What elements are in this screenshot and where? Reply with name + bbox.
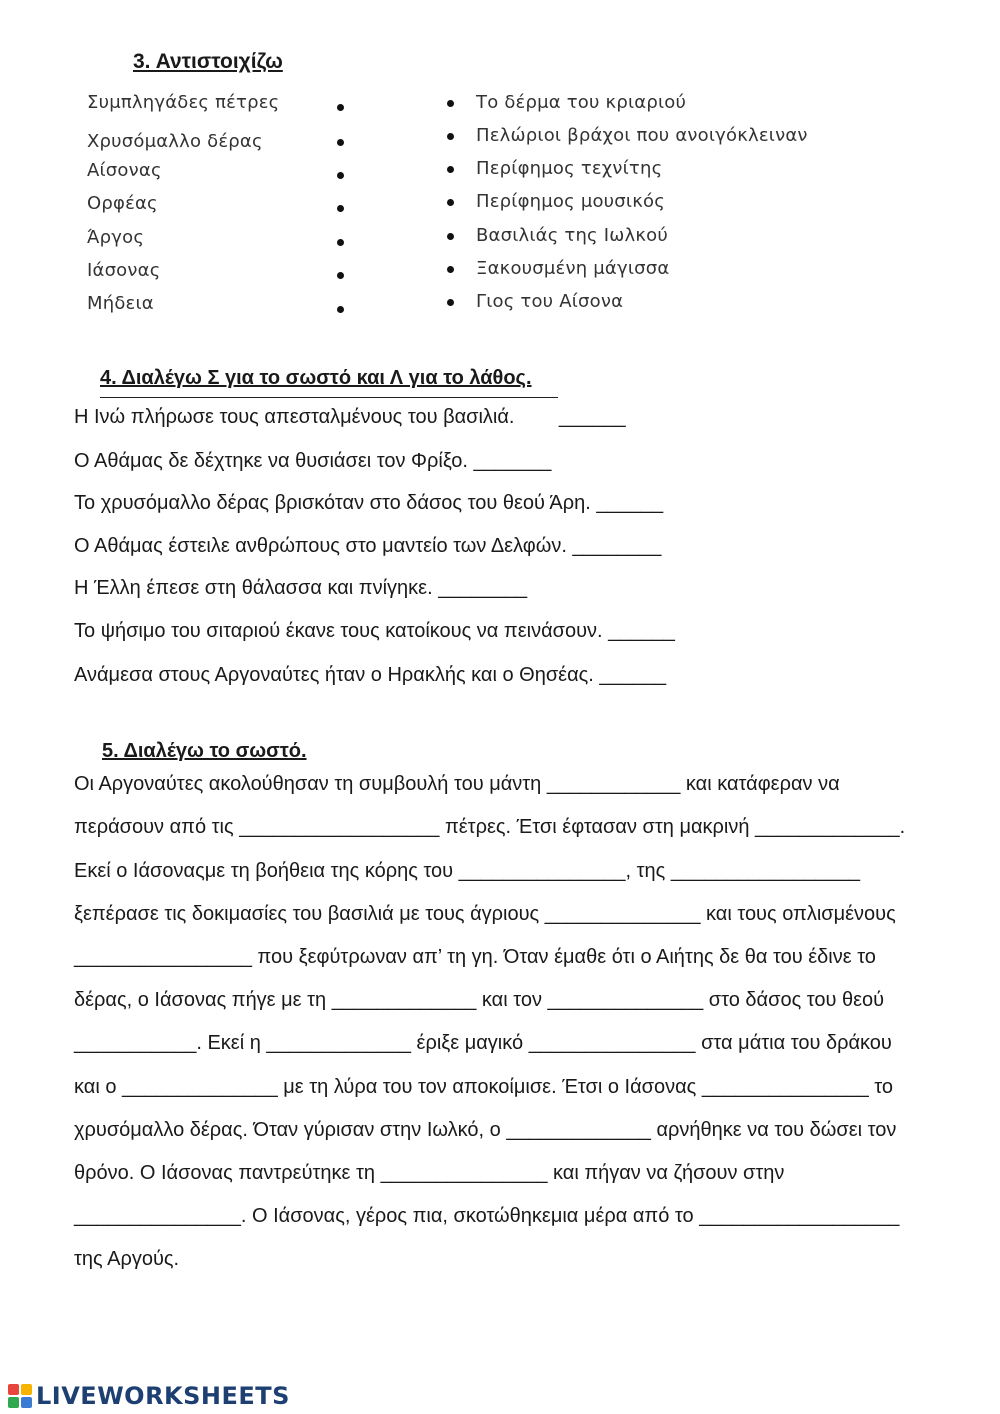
paragraph-line[interactable]: Οι Αργοναύτες ακολούθησαν τη συμβουλή του μάντη ____________ και κατάφεραν να bbox=[74, 773, 840, 795]
match-right-item: Πελώριοι βράχοι που ανοιγόκλειναν bbox=[476, 125, 808, 146]
logo-block-blue bbox=[21, 1397, 32, 1408]
section-3-title: 3. Αντιστοιχίζω bbox=[133, 50, 283, 73]
paragraph-line[interactable]: ξεπέρασε τις δοκιμασίες του βασιλιά με τους άγριους ______________ και τους οπλισμένους bbox=[74, 903, 896, 925]
match-right-item: Περίφημος μουσικός bbox=[476, 191, 665, 212]
true-false-statement[interactable]: Ανάμεσα στους Αργοναύτες ήταν ο Ηρακλής και ο Θησέας. ______ bbox=[74, 664, 667, 686]
paragraph-line[interactable]: της Αργούς. bbox=[74, 1248, 180, 1270]
match-left-item: Συμπληγάδες πέτρες bbox=[87, 92, 280, 113]
match-right-item: Ξακουσμένη μάγισσα bbox=[476, 258, 670, 279]
match-right-dot[interactable] bbox=[447, 133, 454, 140]
true-false-statement[interactable]: Ο Αθάμας έστειλε ανθρώπους στο μαντείο των Δελφών. ________ bbox=[74, 535, 662, 557]
match-left-item: Ορφέας bbox=[87, 193, 158, 214]
match-left-item: Χρυσόμαλλο δέρας bbox=[87, 131, 263, 152]
true-false-statement[interactable]: Το χρυσόμαλλο δέρας βρισκόταν στο δάσος του θεού Άρη. ______ bbox=[74, 492, 664, 514]
true-false-statement[interactable]: Το ψήσιμο του σιταριού έκανε τους κατοίκους να πεινάσουν. ______ bbox=[74, 620, 675, 642]
paragraph-line[interactable]: θρόνο. Ο Ιάσονας παντρεύτηκε τη _______________ και πήγαν να ζήσουν στην bbox=[74, 1162, 785, 1184]
true-false-statement[interactable]: Η Ινώ πλήρωσε τους απεσταλμένους του βασιλιά. ______ bbox=[74, 406, 626, 428]
paragraph-line[interactable]: χρυσόμαλλο δέρας. Όταν γύρισαν στην Ιωλκό, ο _____________ αρνήθηκε να του δώσει τον bbox=[74, 1119, 897, 1141]
logo-block-green bbox=[8, 1397, 19, 1408]
title-double-underline bbox=[100, 397, 558, 398]
logo-text: LIVEWORKSHEETS bbox=[36, 1382, 290, 1410]
logo-block-red bbox=[8, 1384, 19, 1395]
logo-blocks-icon bbox=[8, 1384, 32, 1408]
match-right-dot[interactable] bbox=[447, 100, 454, 107]
paragraph-line[interactable]: και ο ______________ με τη λύρα του τον αποκοίμισε. Έτσι ο Ιάσονας _______________ το bbox=[74, 1076, 894, 1098]
match-right-item: Περίφημος τεχνίτης bbox=[476, 158, 663, 179]
match-left-dot[interactable] bbox=[337, 139, 344, 146]
match-right-item: Το δέρμα του κριαριού bbox=[476, 92, 687, 113]
paragraph-line[interactable]: Εκεί ο Ιάσοναςμε τη βοήθεια της κόρης του _______________, της _________________ bbox=[74, 860, 860, 882]
logo-block-yellow bbox=[21, 1384, 32, 1395]
match-right-dot[interactable] bbox=[447, 166, 454, 173]
section-5-title: 5. Διαλέγω το σωστό. bbox=[102, 740, 307, 762]
section-4-title: 4. Διαλέγω Σ για το σωστό και Λ για το λάθος. bbox=[100, 367, 532, 389]
match-left-item: Μήδεια bbox=[87, 293, 154, 314]
match-left-dot[interactable] bbox=[337, 239, 344, 246]
match-right-dot[interactable] bbox=[447, 266, 454, 273]
paragraph-line[interactable]: ___________. Εκεί η _____________ έριξε μαγικό _______________ στα μάτια του δράκου bbox=[74, 1032, 892, 1054]
paragraph-line[interactable]: περάσουν από τις __________________ πέτρες. Έτσι έφτασαν στη μακρινή _____________. bbox=[74, 816, 906, 838]
paragraph-line[interactable]: ________________ που ξεφύτρωναν απ’ τη γη. Όταν έμαθε ότι ο Αιήτης δε θα του έδινε το bbox=[74, 946, 876, 968]
match-right-dot[interactable] bbox=[447, 199, 454, 206]
match-right-dot[interactable] bbox=[447, 299, 454, 306]
match-left-dot[interactable] bbox=[337, 172, 344, 179]
match-left-dot[interactable] bbox=[337, 306, 344, 313]
match-left-item: Αίσονας bbox=[87, 160, 162, 181]
paragraph-line[interactable]: δέρας, ο Ιάσονας πήγε με τη _____________ και τον ______________ στο δάσος του θεού bbox=[74, 989, 885, 1011]
liveworksheets-logo[interactable] bbox=[8, 1382, 290, 1410]
true-false-statement[interactable]: Ο Αθάμας δε δέχτηκε να θυσιάσει τον Φρίξο. _______ bbox=[74, 450, 552, 472]
match-right-item: Γιος του Αίσονα bbox=[476, 291, 624, 312]
match-left-dot[interactable] bbox=[337, 272, 344, 279]
match-left-item: Ιάσονας bbox=[87, 260, 161, 281]
match-right-dot[interactable] bbox=[447, 233, 454, 240]
match-left-dot[interactable] bbox=[337, 205, 344, 212]
true-false-statement[interactable]: Η Έλλη έπεσε στη θάλασσα και πνίγηκε. ________ bbox=[74, 577, 528, 599]
match-right-item: Βασιλιάς της Ιωλκού bbox=[476, 225, 669, 246]
match-left-dot[interactable] bbox=[337, 104, 344, 111]
paragraph-line[interactable]: _______________. Ο Ιάσονας, γέρος πια, σκοτώθηκεμια μέρα από το __________________ bbox=[74, 1205, 900, 1227]
match-left-item: Άργος bbox=[87, 227, 145, 248]
